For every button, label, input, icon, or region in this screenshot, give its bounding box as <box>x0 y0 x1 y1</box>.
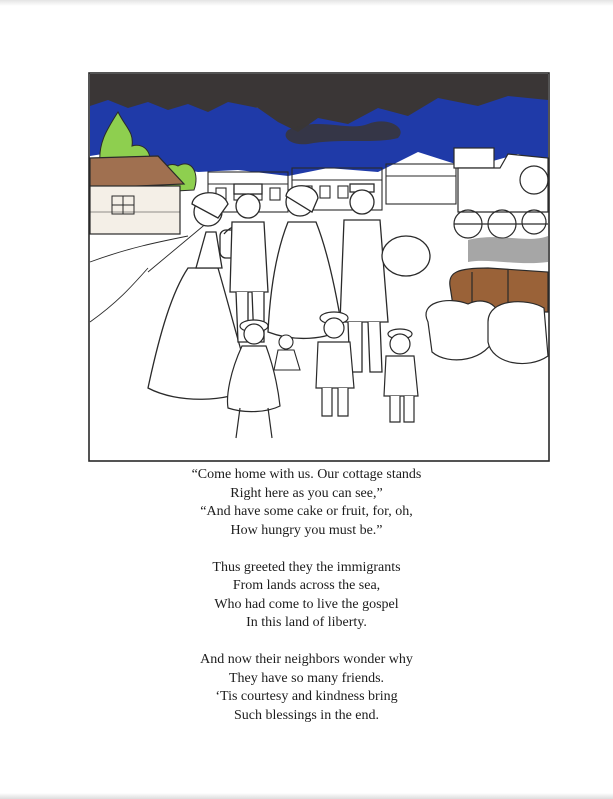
poem-line: Thus greeted they the immigrants <box>212 559 401 575</box>
poem-line: Such blessings in the end. <box>233 707 380 723</box>
loco-smoke <box>468 236 548 263</box>
poem-line: In this land of liberty. <box>246 615 367 630</box>
poem <box>0 466 613 744</box>
poem-stanza-3 <box>0 651 613 725</box>
station-wall <box>90 186 180 234</box>
poem-line: Who had come to live the gospel <box>214 596 399 612</box>
poem-line: How hungry you must be.” <box>230 522 383 538</box>
scan-edge-top <box>0 0 613 6</box>
coloring-illustration <box>88 72 550 462</box>
scan-edge-bottom <box>0 793 613 799</box>
poem-line: “Come home with us. Our cottage stands <box>191 467 422 482</box>
poem-line: Right here as you can see,” <box>230 485 383 501</box>
poem-line: They have so many friends. <box>228 670 385 686</box>
poem-stanza-2 <box>0 559 613 633</box>
poem-stanza-1 <box>0 466 613 540</box>
poem-line: From lands across the sea, <box>232 578 381 593</box>
poem-line: “And have some cake or fruit, for, oh, <box>200 504 413 519</box>
poem-line: And now their neighbors wonder why <box>200 652 413 667</box>
poem-line: ‘Tis courtesy and kindness bring <box>215 689 398 704</box>
